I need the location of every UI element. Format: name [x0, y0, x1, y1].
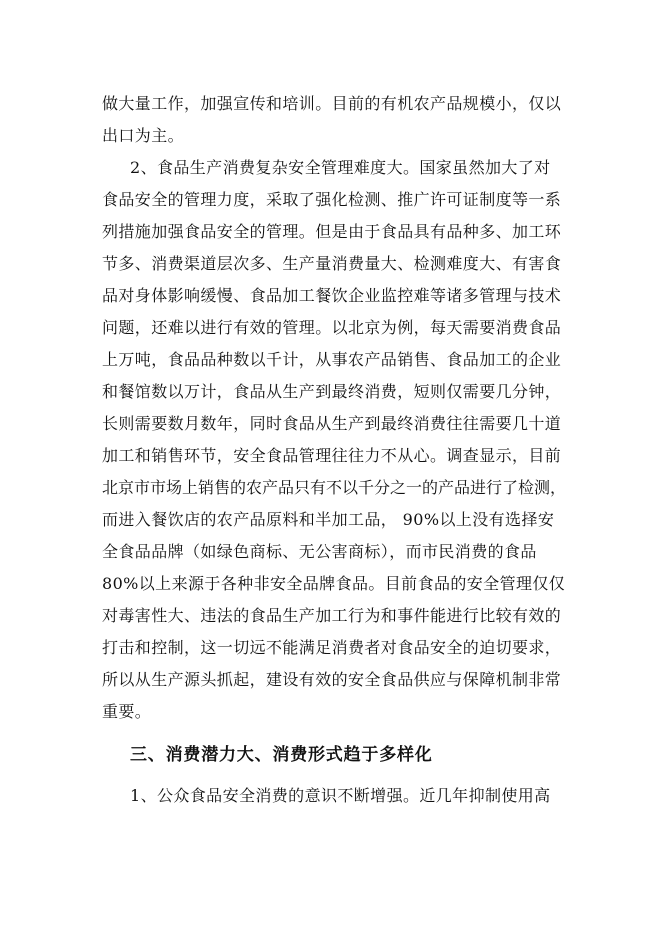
text-line-1: 做大量工作，加强宣传和培训。目前的有机农产品规模小，仅以	[102, 94, 562, 113]
text-line-2: 出口为主。	[102, 126, 185, 145]
text-line-21: 1、公众食品安全消费的意识不断增强。近几年抑制使用高	[130, 786, 551, 805]
section-heading: 三、消费潜力大、消费形式趋于多样化	[130, 745, 433, 765]
text-line-9: 上万吨，食品品种数以千计，从事农产品销售、食品加工的企业	[102, 350, 562, 369]
text-line-10: 和餐馆数以万计，食品从生产到最终消费，短则仅需要几分钟，	[102, 382, 562, 401]
text-line-12: 加工和销售环节，安全食品管理往往力不从心。调查显示，目前	[102, 446, 562, 465]
text-line-18: 打击和控制，这一切远不能满足消费者对食品安全的迫切要求，	[102, 638, 562, 657]
text-line-4: 食品安全的管理力度，采取了强化检测、推广许可证制度等一系	[102, 190, 562, 209]
text-line-15: 全食品品牌（如绿色商标、无公害商标），而市民消费的食品	[102, 542, 537, 561]
text-line-13: 北京市市场上销售的农产品只有不以千分之一的产品进行了检测，	[102, 478, 567, 497]
text-line-17: 对毒害性大、违法的食品生产加工行为和事件能进行比较有效的	[102, 606, 562, 625]
text-line-20: 重要。	[102, 702, 152, 721]
text-line-16: 80%以上来源于各种非安全品牌食品。目前食品的安全管理仅仅	[102, 574, 566, 593]
text-line-5: 列措施加强食品安全的管理。但是由于食品具有品种多、加工环	[102, 222, 562, 241]
text-line-3: 2、食品生产消费复杂安全管理难度大。国家虽然加大了对	[130, 158, 551, 177]
text-line-7: 品对身体影响缓慢、食品加工餐饮企业监控难等诸多管理与技术	[102, 286, 562, 305]
text-line-6: 节多、消费渠道层次多、生产量消费量大、检测难度大、有害食	[102, 254, 562, 273]
text-line-11: 长则需要数月数年，同时食品从生产到最终消费往往需要几十道	[102, 414, 562, 433]
text-line-19: 所以从生产源头抓起，建设有效的安全食品供应与保障机制非常	[102, 670, 562, 689]
text-line-14: 而进入餐饮店的农产品原料和半加工品， 90%以上没有选择安	[102, 510, 555, 529]
text-line-8: 问题，还难以进行有效的管理。以北京为例，每天需要消费食品	[102, 318, 562, 337]
